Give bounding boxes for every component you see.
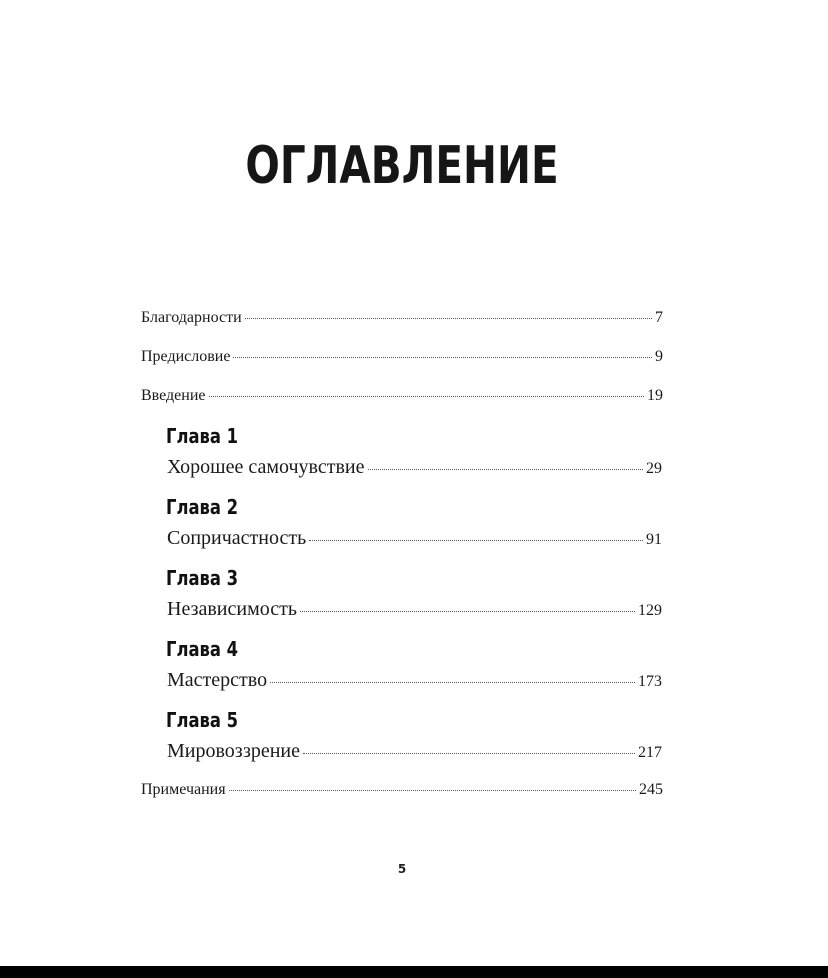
dot-leader [309,540,643,541]
dot-leader [229,790,636,791]
toc-entry-page: 129 [638,602,662,619]
toc-entry-label: Благодарности [141,309,242,326]
toc-entry-label: Предисловие [141,348,231,365]
toc-entry-acknowledgements [141,308,663,328]
toc-entry-chapter-3 [167,597,662,623]
toc-entry-notes [141,780,663,800]
dot-leader [233,357,652,358]
chapter-heading: Глава 2 [166,495,239,519]
toc-entry-page: 29 [646,460,662,477]
dot-leader [270,682,635,683]
toc-entry-label: Мировоззрение [167,740,300,762]
toc-entry-page: 19 [647,387,663,404]
chapter-heading: Глава 5 [166,708,239,732]
toc-entry-introduction [141,386,663,406]
toc-entry-page: 9 [655,348,663,365]
toc-entry-chapter-5 [167,739,662,765]
toc-entry-label: Хорошее самочувствие [167,456,365,478]
bottom-border [0,966,828,978]
toc-entry-preface [141,347,663,367]
toc-entry-label: Введение [141,387,206,404]
toc-title: ОГЛАВЛЕНИЕ [245,136,559,196]
toc-entry-label: Примечания [141,781,226,798]
toc-entry-label: Независимость [167,598,297,620]
toc-entry-chapter-2 [167,526,662,552]
dot-leader [368,469,644,470]
dot-leader [300,611,635,612]
dot-leader [209,396,645,397]
toc-entry-chapter-1 [167,455,662,481]
toc-entry-label: Сопричастность [167,527,307,549]
toc-entry-label: Мастерство [167,669,268,691]
toc-entry-page: 91 [646,531,662,548]
toc-entry-chapter-4 [167,668,662,694]
chapter-heading: Глава 1 [166,424,239,448]
dot-leader [303,753,635,754]
dot-leader [245,318,652,319]
chapter-heading: Глава 3 [166,566,239,590]
toc-entry-page: 245 [639,781,663,798]
page-number: 5 [397,862,407,876]
toc-entry-page: 173 [638,673,662,690]
toc-entry-page: 7 [655,309,663,326]
toc-entry-page: 217 [638,744,662,761]
chapter-heading: Глава 4 [166,637,239,661]
